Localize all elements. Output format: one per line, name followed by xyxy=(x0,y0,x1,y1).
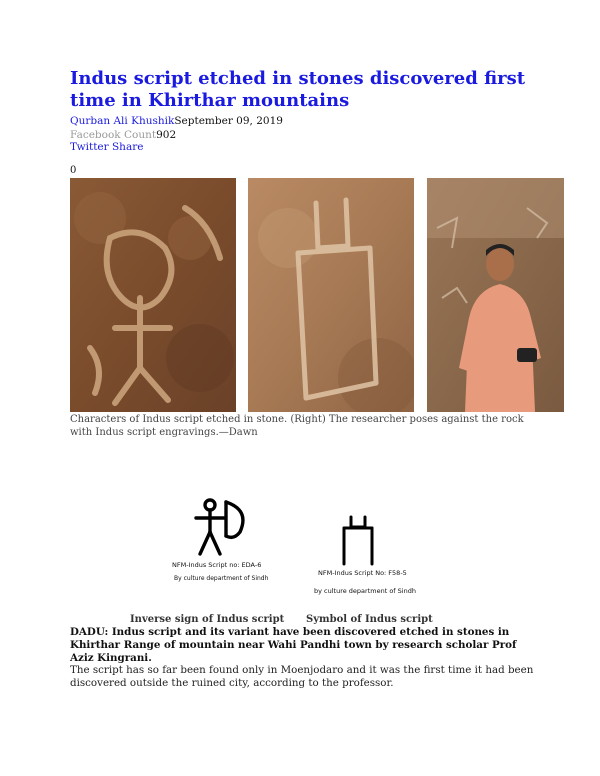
share-count: 0 xyxy=(70,165,77,176)
facebook-count-label: Facebook Count xyxy=(70,129,157,141)
article-title: Indus script etched in stones discovered first time in Khirthar mountains xyxy=(70,68,526,111)
twitter-share-link[interactable]: Twitter Share xyxy=(70,141,144,153)
sign1-credit-label: By culture department of Sindh xyxy=(174,575,269,582)
byline xyxy=(70,114,283,128)
researcher-photo xyxy=(427,178,564,412)
publish-date: September 09, 2019 xyxy=(174,115,283,127)
author-link[interactable]: Qurban Ali Khushik xyxy=(70,115,175,127)
sign2-code-label: NFM-Indus Script No: F58-5 xyxy=(318,569,407,577)
facebook-count-value: 902 xyxy=(156,129,177,141)
inverse-sign-label: Inverse sign of Indus script xyxy=(130,614,285,625)
sign2-credit-label: by culture department of Sindh xyxy=(314,587,416,595)
symbol-label: Symbol of Indus script xyxy=(306,614,433,625)
indus-symbol-glyph xyxy=(340,514,376,566)
sign1-code-label: NFM-Indus Script no: EDA-6 xyxy=(172,561,262,569)
rock-engraving-photo-1 xyxy=(70,178,236,412)
lead-paragraph: DADU: Indus script and its variant have been discovered etched in stones in Khirthar Range of mountain near Wahi Pandhi town by research scholar Prof Aziz Kingrani. xyxy=(70,626,517,664)
photo-caption: Characters of Indus script etched in stone. (Right) The researcher poses against the rock with Indus script engravings.—Dawn xyxy=(70,414,524,438)
rock-engraving-photo-2 xyxy=(248,178,414,412)
indus-inverse-sign-glyph xyxy=(190,496,252,558)
body-paragraph: The script has so far been found only in Moenjodaro and it was the first time it had been discovered outside the ruined city, according to the professor. xyxy=(70,664,534,689)
